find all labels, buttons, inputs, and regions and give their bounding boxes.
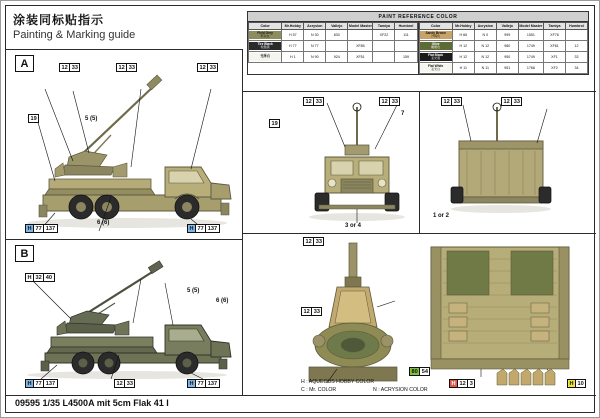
color-swatch-cell [419,63,452,74]
callout-code: 12 [305,238,312,245]
callout-code: 12 [503,98,510,105]
cell-modelmaster [348,30,373,41]
table-row [249,41,418,52]
table-header-row [249,23,418,30]
callout-code2: 40 [43,274,53,281]
cell-humbrol: 34 [565,63,587,74]
callout-code2: 3 [467,380,474,387]
color-swatch-cell [249,41,282,52]
callout-code: 77 [33,380,43,387]
cell-tamiya [373,41,395,52]
col-mrhobby: Mr.Hobby [452,23,474,30]
callout-code: 80 [411,368,418,375]
cell-tamiya: XF2 [543,63,565,74]
callout-h77-137-b1 [25,379,58,388]
callout-prefix: H [27,274,32,281]
col-tamiya: Tamiya [543,23,565,30]
callout-12-33-front [303,97,324,106]
color-name-cn: 轮胎黑 [260,45,270,50]
callout-code: 12 [303,308,310,315]
col-modelmaster: Model Master [519,24,543,28]
callout-code: 12 [116,380,123,387]
callout-code: 19 [271,120,278,127]
color-name: Tire Black [257,41,273,46]
artwork-front-view [301,101,413,225]
callout-h77-137-a1 [25,224,58,233]
label-6-6-b: 6 (6) [216,298,229,304]
callout-prefix: H [451,380,456,387]
table-row [419,63,588,74]
cell-humbrol: 12 [565,41,587,52]
color-name-cn: 亚光黑 [431,56,441,61]
artwork-rear-view [441,101,561,217]
cell-humbrol [565,30,587,41]
cell-tamiya: XF76 [543,30,565,41]
callout-code: 19 [30,115,37,122]
cell-vallejo: 951 [496,63,518,74]
color-swatch-cell [249,52,282,63]
callout-12-33-front2 [379,97,400,106]
col-vallejo: Vallejo [496,23,518,30]
callout-code2: 33 [311,308,321,315]
callout-prefix: H [189,380,194,387]
table-row [249,52,418,63]
callout-12-33-rear [441,97,462,106]
cell-acrysion: N 11 [474,63,496,74]
cell-humbrol: 33 [565,52,587,63]
callout-12-3 [449,379,475,388]
callout-prefix: H [189,225,194,232]
artwork-truck-top-view [421,241,581,381]
callout-19-a [28,114,39,123]
callout-code: 12 [457,380,467,387]
legend-acrysion: N : ACRYSION COLOR [373,387,428,393]
table-row [419,41,588,52]
callout-code: 32 [33,274,43,281]
section-badge-a: A [15,55,34,72]
callout-code: 10 [575,380,585,387]
callout-code2: 33 [313,98,323,105]
cell-vallejo: 950 [496,52,518,63]
label-1-or-2: 1 or 2 [433,213,450,219]
callout-code: 77 [195,225,205,232]
artwork-ammo-rounds [495,367,565,389]
page-title-en: Painting & Marking guide [13,29,136,41]
cell-modelmaster: 1768 [518,63,543,74]
cell-mrhobby: H 77 [282,41,304,52]
callout-19-front [269,119,280,128]
color-name-cn: 亚光白 [431,67,441,72]
cell-mrhobby: H 1 [282,52,304,63]
col-humbrol: Humbrol [565,23,587,30]
label-5-5-b: 5 (5) [187,288,200,294]
callout-code2: 137 [43,380,56,387]
divider-right-top [242,91,596,92]
cell-acrysion: N 77 [304,41,326,52]
callout-h77-137-b2 [187,379,220,388]
artwork-scheme-a-side [15,71,239,235]
callout-code: 77 [195,380,205,387]
callout-10 [567,379,586,388]
callout-code2: 33 [69,64,79,71]
divider-vertical [242,49,243,395]
legend-aqueous: H : AQUEOUS HOBBY COLOR [301,379,375,385]
kit-footer-label: 09595 1/35 L4500A mit 5cm Flak 41 I [15,398,169,408]
divider-right-mid [242,233,596,234]
cell-mrhobby: H 57 [282,30,304,41]
col-color: Color [249,23,282,30]
callout-code2: 137 [205,225,218,232]
callout-h77-137-a2 [187,224,220,233]
table-row [249,30,418,41]
callout-code: 12 [199,64,206,71]
callout-code2: 33 [511,98,521,105]
col-color: Color [419,23,452,30]
cell-modelmaster: XF51 [348,52,373,63]
color-name: Olive [431,41,440,46]
divider-a-top [6,49,242,50]
paint-table-left [248,22,419,74]
cell-mrhobby: H 12 [452,52,474,63]
callout-prefix: H [27,225,32,232]
callout-code: 12 [443,98,450,105]
color-name: Flat Black [428,52,444,57]
color-name: Field Grey [257,30,273,35]
col-modelmaster: Model Master [348,24,372,28]
cell-humbrol: 111 [395,30,417,41]
cell-vallejo: 980 [496,41,518,52]
color-name-cn: 野战灰 [260,34,270,39]
col-vallejo: Vallejo [326,23,348,30]
callout-12-33-a1 [59,63,80,72]
cell-modelmaster: 1551 [518,30,543,41]
cell-mrhobby: H 11 [452,63,474,74]
cell-modelmaster: XF85 [348,41,373,52]
cell-modelmaster: 1749 [518,52,543,63]
cell-acrysion: N 0 [474,30,496,41]
label-6-6-a: 6 (6) [97,220,110,226]
table-row [419,52,588,63]
cell-mrhobby: H 12 [452,41,474,52]
callout-12-33-b [114,379,135,388]
divider-ab [6,239,242,240]
paint-table-right [419,22,589,74]
callout-code2: 137 [205,380,218,387]
callout-32-40-b [25,273,55,282]
callout-code: 12 [381,98,388,105]
color-name-cn: 沙褐色 [431,34,441,39]
callout-12-33-top2 [301,307,322,316]
label-5-5-a: 5 (5) [85,116,98,122]
cell-vallejo: 999 [496,30,518,41]
cell-vallejo [326,41,348,52]
color-name: Sandy Brown [425,30,446,35]
cell-acrysion: N 12 [474,52,496,63]
cell-acrysion: N 30 [304,30,326,41]
color-swatch-cell [419,41,452,52]
cell-acrysion: N 12 [474,41,496,52]
color-swatch-cell [419,30,452,41]
callout-code: 12 [61,64,68,71]
callout-code2: 33 [207,64,217,71]
col-acrysion: Acrysion [304,23,326,30]
cell-modelmaster: 1749 [518,41,543,52]
cell-tamiya [373,52,395,63]
color-swatch-cell [419,52,452,63]
callout-code: 77 [33,225,43,232]
callout-code2: 33 [126,64,136,71]
page-title-cn: 涂装同标贴指示 [13,13,105,27]
divider-right-upper [419,91,420,233]
callout-code2: 33 [124,380,134,387]
divider-footer [6,395,596,396]
label-7-front: 7 [401,111,405,117]
callout-code2: 54 [419,368,429,375]
paint-table-title: PAINT REFERENCE COLOR [248,12,588,22]
callout-prefix: H [569,380,574,387]
callout-12-33-top [303,237,324,246]
color-name: 光泽白 [260,54,270,59]
cell-tamiya: XF61 [543,41,565,52]
callout-code2: 33 [451,98,461,105]
callout-12-33-a2 [116,63,137,72]
cell-mrhobby: H 66 [452,30,474,41]
col-mrhobby: Mr.Hobby [282,23,304,30]
table-row [419,30,588,41]
callout-code: 12 [305,98,312,105]
color-name: Flat White [428,63,444,68]
callout-code2: 33 [389,98,399,105]
paint-reference-table [247,11,589,75]
table-header-row [419,23,588,30]
cell-acrysion: N 90 [304,52,326,63]
cell-humbrol [395,41,417,52]
callout-12-33-a3 [197,63,218,72]
col-tamiya: Tamiya [373,23,395,30]
cell-vallejo: 924 [326,52,348,63]
color-name-cn: 橄榄色 [431,45,441,50]
callout-code2: 33 [313,238,323,245]
col-acrysion: Acrysion [474,23,496,30]
callout-80-54 [409,367,430,376]
callout-prefix: H [27,380,32,387]
label-3-or-4: 3 or 4 [345,223,362,229]
cell-tamiya: XF22 [373,30,395,41]
color-swatch-cell [249,30,282,41]
legend-mrcolor: C : Mr. COLOR [301,387,337,393]
section-badge-b: B [15,245,34,262]
cell-tamiya: XF1 [543,52,565,63]
cell-humbrol: 159 [395,52,417,63]
col-humbrol: Humbrol [395,23,417,30]
callout-12-33-rear2 [501,97,522,106]
callout-code2: 137 [43,225,56,232]
cell-vallejo: 830 [326,30,348,41]
callout-code: 12 [118,64,125,71]
